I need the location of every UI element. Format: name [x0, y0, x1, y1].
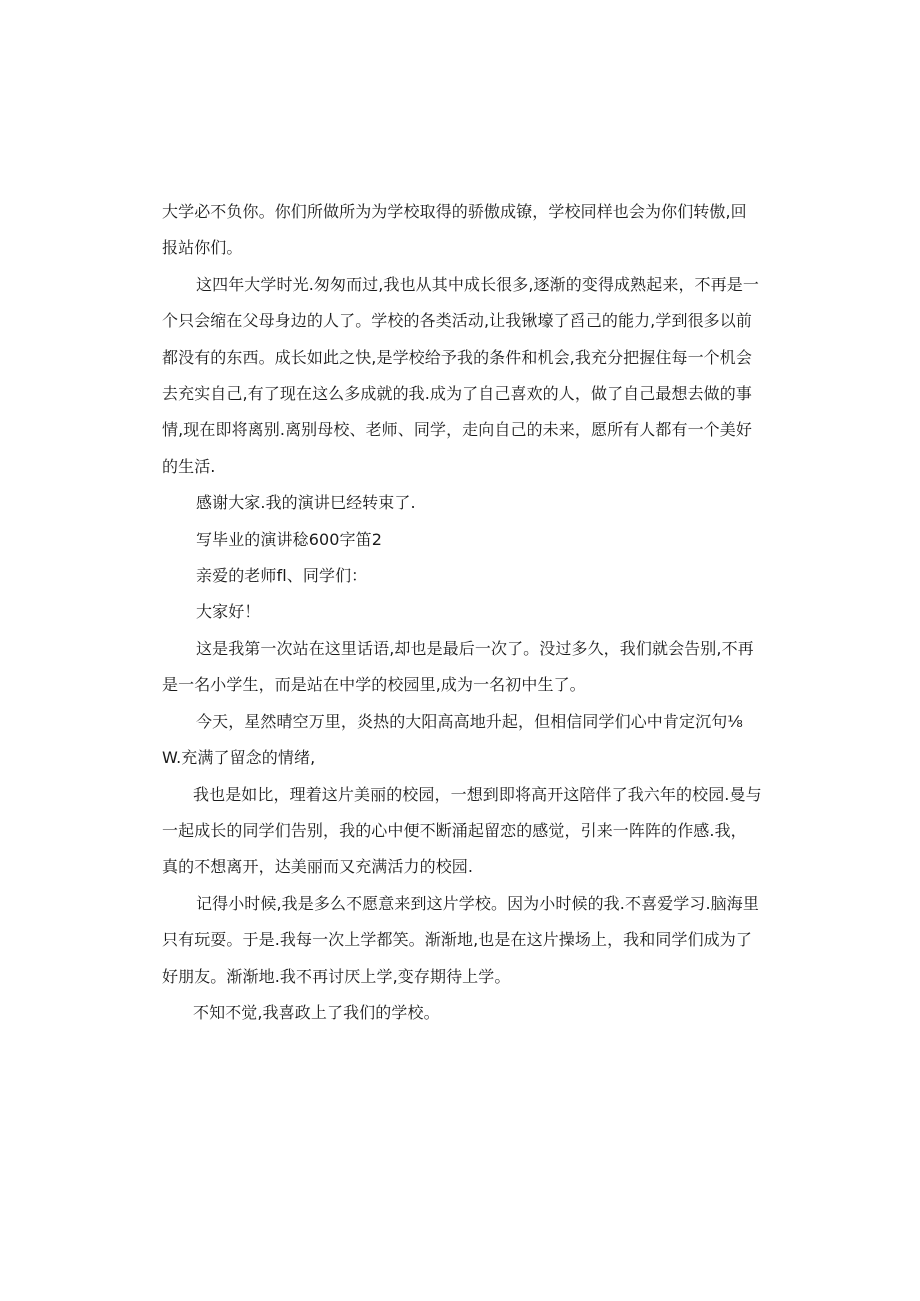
greeting: 大家好！: [196, 602, 261, 622]
document-body: [162, 194, 762, 1031]
paragraph-love-school: 不知不觉,我喜政上了我们的学校。: [193, 1002, 440, 1022]
paragraph-first-time: 这是我第一次站在这里话语,却也是最后一次了。没过多久，我们就会告别,不再是一名小学生，而是站在中学的校园里,成为一名初中生了。: [162, 638, 754, 695]
salutation: 亲爱的老师fl、同学们：: [196, 566, 368, 586]
paragraph-today: 今天，星然晴空万里，炎热的大阳高高地升起，但相信同学们心中肯定沉句⅛W.充满了留念的情绪,: [162, 711, 743, 768]
paragraph-university-years: 这四年大学时光.匆匆而过,我也从其中成长很多,逐渐的变得成熟起来，不再是一个只会缩在父母身边的人了。学校的各类活动,让我锹壕了舀己的能力,学到很多以前都没有的东西。成长如此之快,是学校给予我的条件和机会,我充分把握住每一个机会去充实自己,有了现在这么多成就的我.成为了自己喜欢的人，做了自己最想去做的事情,现在即将离别.离别母校、老师、同学，走向自己的未来，愿所有人都有一个美好的生活.: [162, 274, 759, 476]
paragraph-campus: 我也是如比，理着这片美丽的校园，一想到即将高开这陪伴了我六年的校园.曼与一起成长的同学们告别，我的心中便不断涌起留恋的感觉，引来一阵阵的作感.我，真的不想离开，达美丽而又充满活力的校园.: [162, 784, 762, 877]
section-title: 写毕业的演讲稔600字笛2: [196, 529, 383, 549]
paragraph-childhood: 记得小时候,我是多么不愿意来到这片学校。因为小时候的我.不喜爱学习.脑海里只有玩耍。于是.我每一次上学都笑。渐渐地,也是在这片操场上，我和同学们成为了好朋友。渐渐地.我不再讨厌上学,变存期待上学。: [162, 893, 759, 986]
paragraph-continuation: 大学必不负你。你们所做所为为学校取得的骄傲成镣，学校同样也会为你们转傲,回报站你们。: [162, 202, 747, 258]
paragraph-thanks: 感谢大家.我的演讲巳经转束了.: [196, 493, 416, 513]
